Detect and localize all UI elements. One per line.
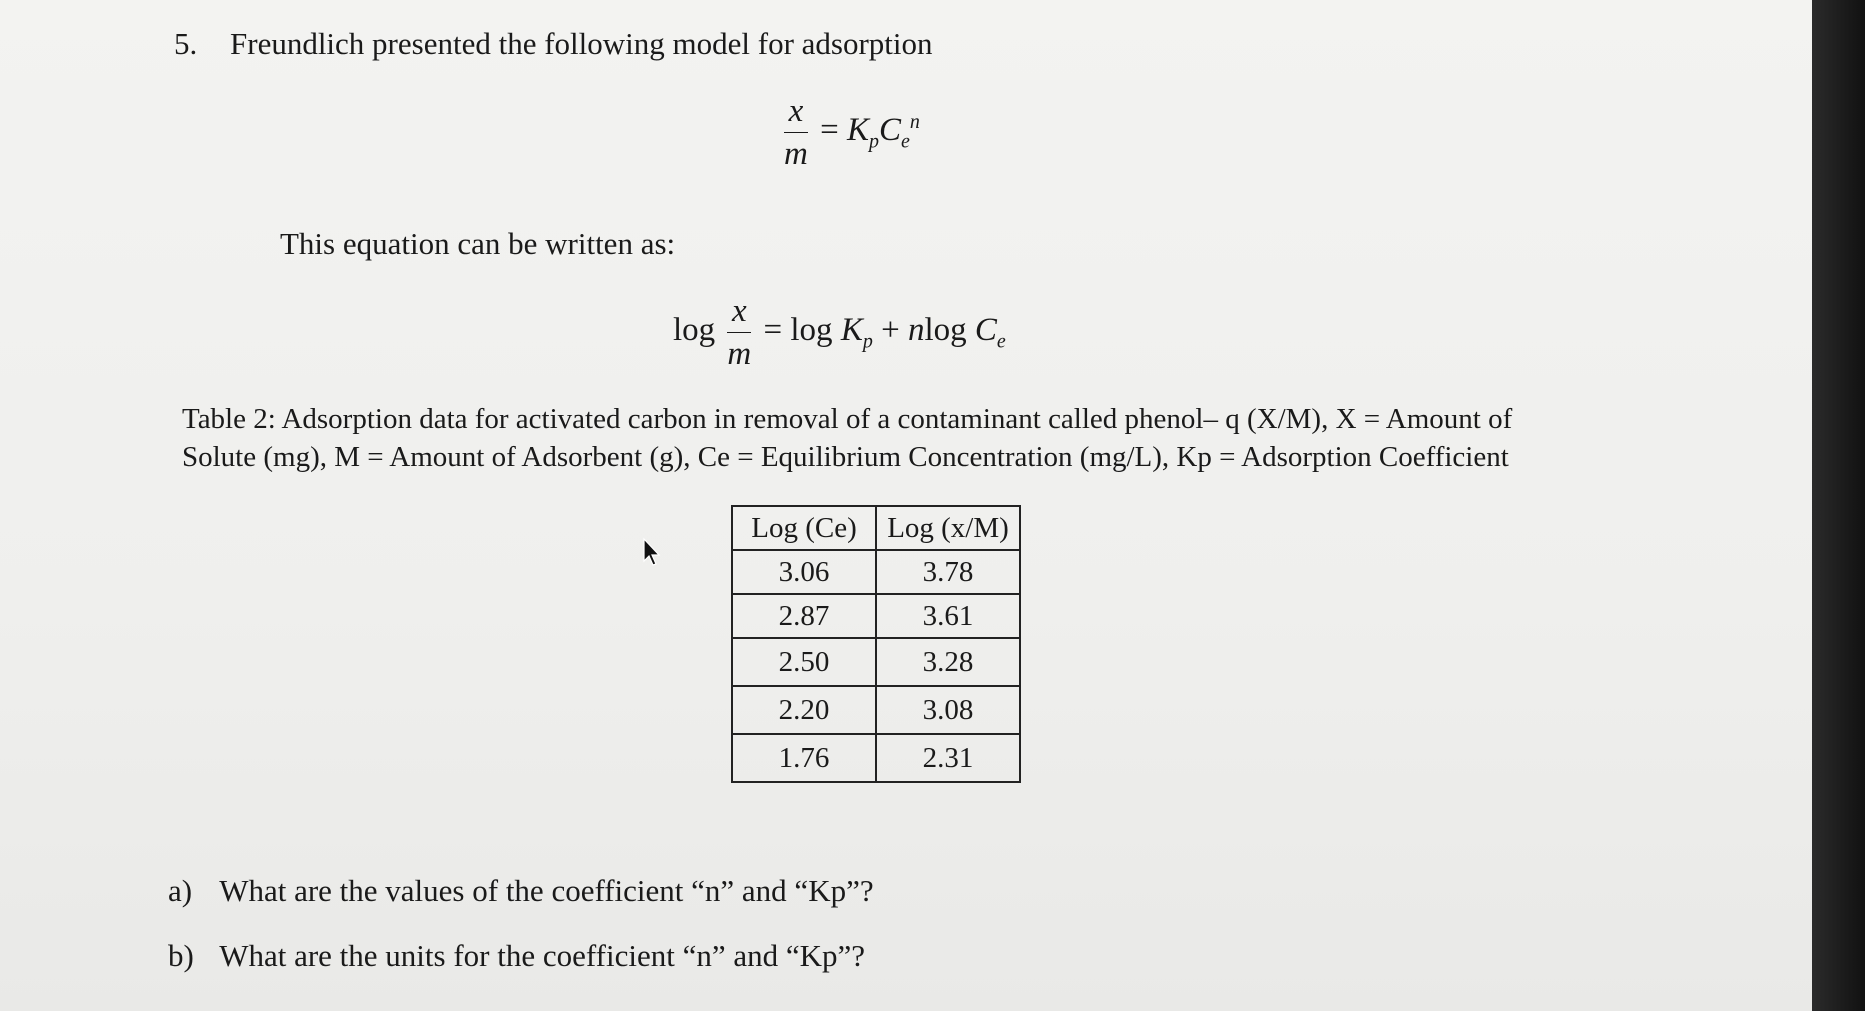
table-cell: 1.76	[732, 734, 876, 782]
table-cell: 3.61	[876, 594, 1020, 638]
equals-sign: =	[763, 312, 783, 349]
k-symbol: K	[840, 312, 863, 349]
k-subscript: p	[868, 130, 879, 153]
header-log-xm: Log (x/M)	[876, 506, 1020, 550]
table-cell: 3.08	[876, 686, 1020, 734]
table-row	[732, 734, 1020, 782]
c-symbol: C	[878, 112, 901, 149]
header-log-ce: Log (Ce)	[732, 506, 876, 550]
table-row	[732, 638, 1020, 686]
fraction-numerator: x	[727, 292, 751, 333]
n-symbol: n	[907, 312, 925, 349]
fraction-numerator: x	[784, 92, 808, 133]
equation-intro-text: This equation can be written as:	[280, 226, 676, 261]
freundlich-equation	[780, 92, 920, 173]
table-row	[732, 594, 1020, 638]
fraction-x-over-m	[784, 92, 808, 173]
caption-line-1: Table 2: Adsorption data for activated carbon in removal of a contaminant called phenol– q (X/M), X = Amount of	[182, 403, 1513, 435]
subquestion-text: What are the units for the coefficient “n” and “Kp”?	[219, 938, 866, 973]
subquestion-text: What are the values of the coefficient “n” and “Kp”?	[219, 873, 874, 908]
log-text: log	[924, 312, 967, 349]
c-exponent: n	[909, 111, 920, 134]
table-cell: 2.31	[876, 734, 1020, 782]
c-symbol: C	[974, 312, 997, 349]
caption-line-2: Solute (mg), M = Amount of Adsorbent (g), Ce = Equilibrium Concentration (mg/L), Kp = Adsorption Coefficient	[182, 441, 1509, 473]
question-number: 5.	[174, 26, 198, 61]
fraction-x-over-m	[727, 292, 751, 373]
log-text: log	[790, 312, 833, 349]
adsorption-data-table	[731, 505, 1021, 783]
question-title: Freundlich presented the following model for adsorption	[230, 26, 933, 61]
c-subscript: e	[996, 330, 1006, 353]
fraction-denominator: m	[727, 336, 752, 372]
subquestion-label: b)	[168, 938, 194, 973]
table-header-row	[732, 506, 1020, 550]
log-form-equation	[673, 292, 1006, 373]
equals-sign: =	[820, 112, 839, 149]
table-cell: 2.87	[732, 594, 876, 638]
table-row	[732, 686, 1020, 734]
screen-edge	[1812, 0, 1865, 1011]
plus-sign: +	[881, 312, 900, 349]
table-cell: 3.28	[876, 638, 1020, 686]
mouse-pointer-icon	[642, 537, 664, 567]
k-subscript: p	[862, 330, 873, 353]
fraction-denominator: m	[784, 136, 808, 172]
c-subscript: e	[901, 130, 910, 153]
table-cell: 3.78	[876, 550, 1020, 594]
table-row	[732, 550, 1020, 594]
k-symbol: K	[846, 112, 869, 149]
log-text: log	[673, 312, 716, 349]
table-caption	[182, 400, 1582, 476]
table-cell: 2.50	[732, 638, 876, 686]
subquestion-label: a)	[168, 873, 193, 908]
table-cell: 3.06	[732, 550, 876, 594]
subquestion-a	[168, 873, 874, 909]
subquestion-b	[168, 938, 865, 974]
table-cell: 2.20	[732, 686, 876, 734]
